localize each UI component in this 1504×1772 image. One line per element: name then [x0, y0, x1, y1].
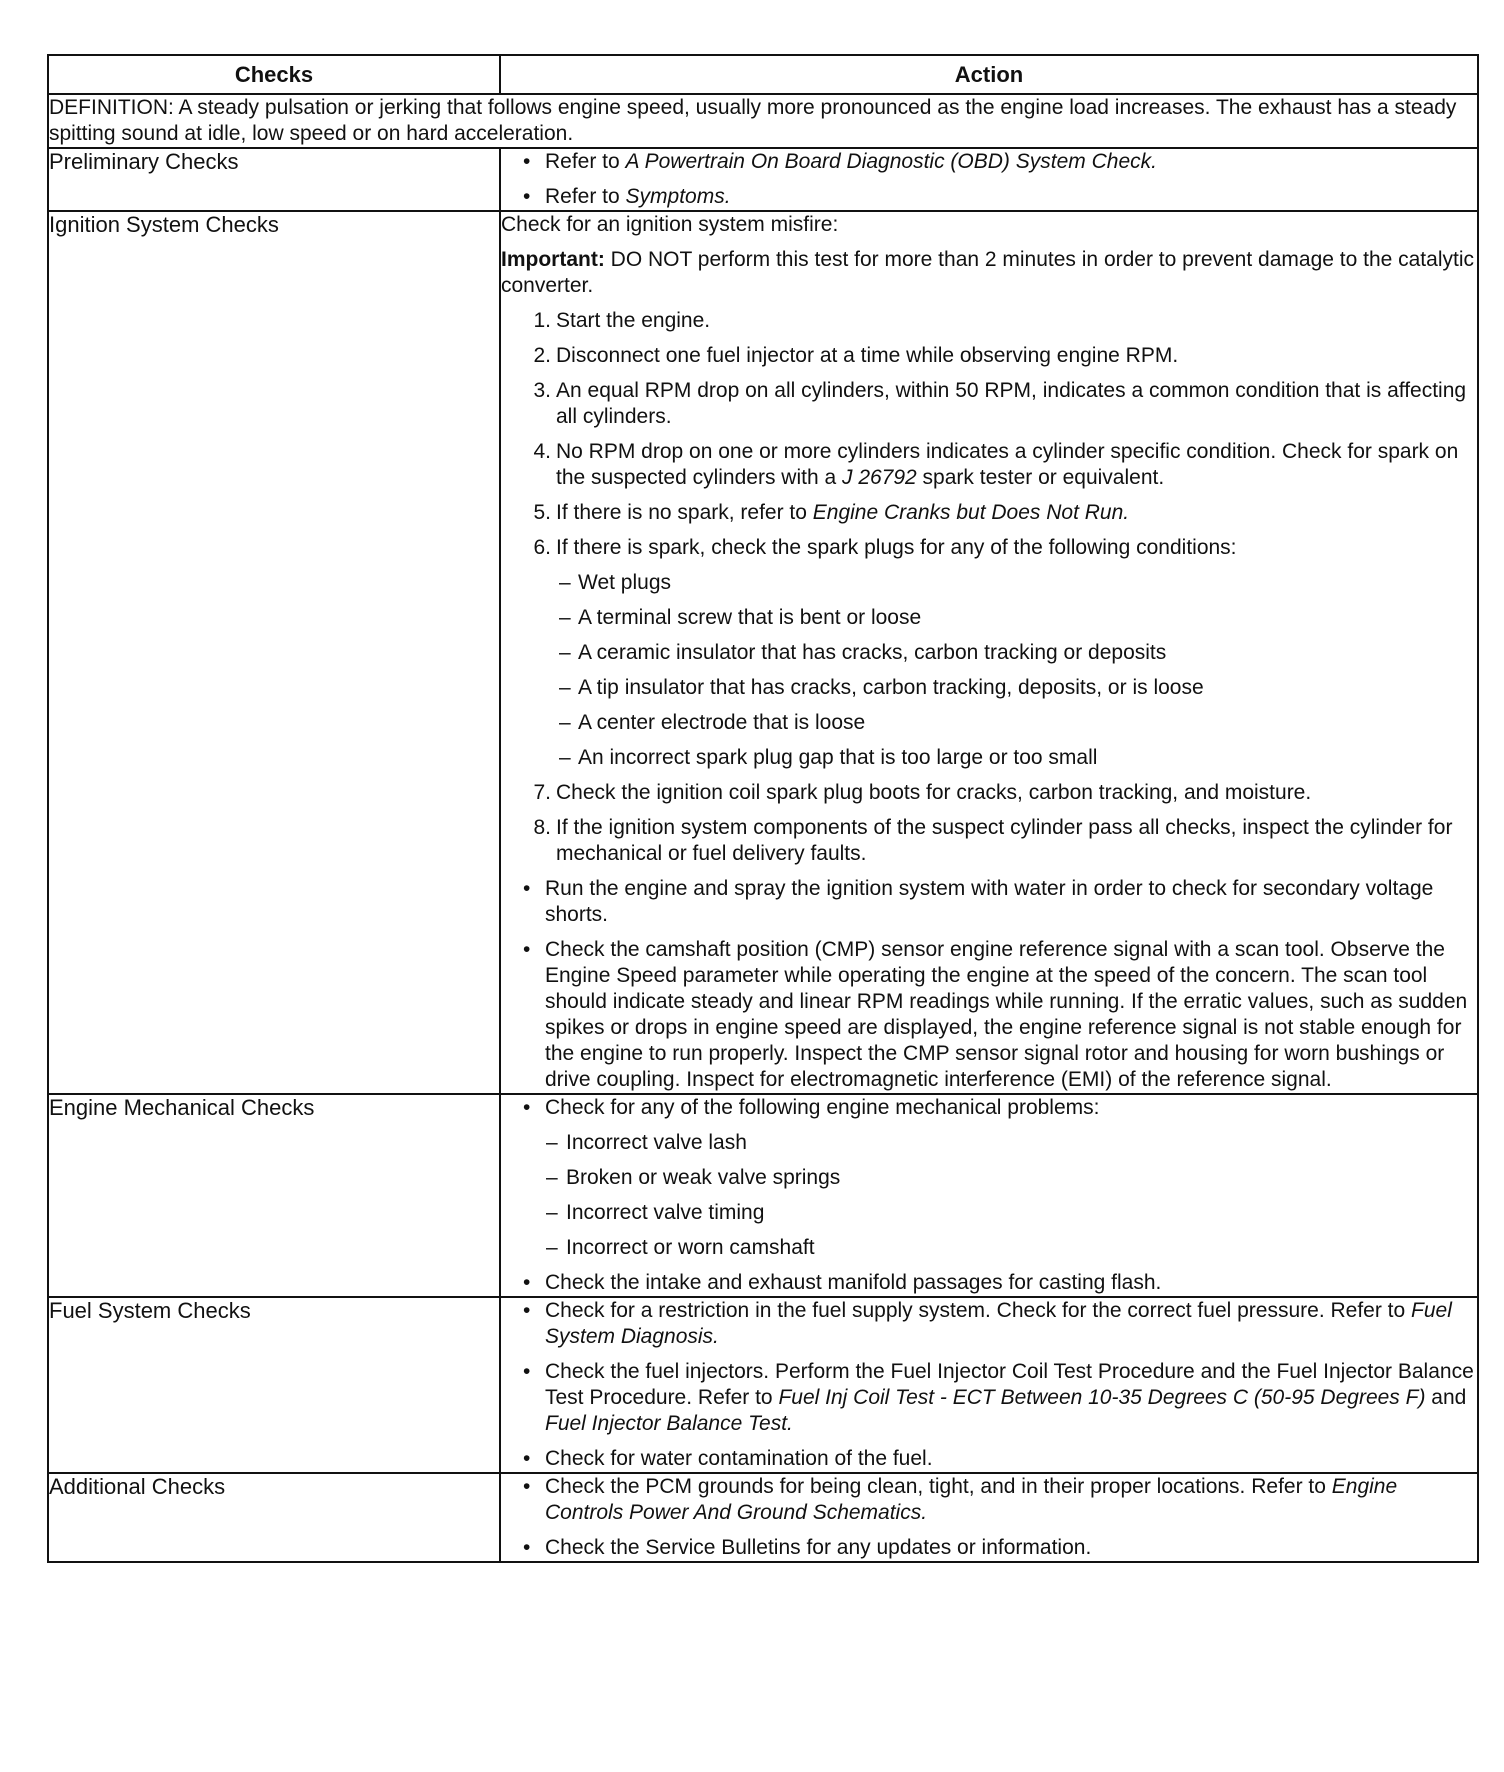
definition-text: DEFINITION: A steady pulsation or jerking that follows engine speed, usually more pronounced as the engine load increases. The exhaust has a steady spitting sound at idle, low speed or on hard acceleration.: [48, 94, 1478, 148]
step-item: 7. Check the ignition coil spark plug boots for cracks, carbon tracking, and moisture.: [533, 781, 1312, 804]
ignition-intro: Check for an ignition system misfire:: [501, 213, 839, 236]
condition-item: – Wet plugs: [501, 570, 1477, 596]
step-item: 8. If the ignition system components of the suspect cylinder pass all checks, inspect the cylinder for mechanical or fuel delivery faults.: [533, 816, 1453, 865]
list-item: • Check the intake and exhaust manifold passages for casting flash.: [501, 1270, 1477, 1296]
step-item: 2. Disconnect one fuel injector at a time while observing engine RPM.: [533, 344, 1179, 367]
text: Check the fuel injectors. Perform the Fuel Injector Coil Test Procedure and the Fuel Injector Balance Test Procedure. Refer to: [545, 1360, 1474, 1409]
list-item: [501, 1298, 1477, 1350]
step-text: Start the engine.: [556, 309, 711, 332]
list-item: • Check for water contamination of the fuel.: [501, 1446, 1477, 1472]
important-label: Important:: [501, 248, 605, 271]
text: Check the PCM grounds for being clean, tight, and in their proper locations. Refer to: [545, 1475, 1332, 1498]
step-text: An equal RPM drop on all cylinders, within 50 RPM, indicates a common condition that is affecting all cylinders.: [556, 379, 1467, 428]
diagnostic-table: [47, 54, 1479, 1563]
ignition-actions: [500, 211, 1478, 1094]
engine-mechanical-checks-label: Engine Mechanical Checks: [48, 1094, 500, 1297]
step-item: 4. No RPM drop on one or more cylinders indicates a cylinder specific condition. Check for spark on the suspected cylinders with a J 26792 spark tester or equivalent.: [533, 440, 1459, 489]
step-text: spark tester or equivalent.: [916, 466, 1165, 489]
condition-item: – A tip insulator that has cracks, carbon tracking, deposits, or is loose: [501, 675, 1477, 701]
problem-item: – Incorrect valve timing: [501, 1200, 1477, 1226]
condition-item: – A terminal screw that is bent or loose: [501, 605, 1477, 631]
fuel-actions: [500, 1297, 1478, 1473]
power-ground-schematics-link[interactable]: Engine Controls Power And Ground Schematics.: [545, 1475, 1398, 1524]
additional-checks-label: Additional Checks: [48, 1473, 500, 1562]
list-item: [501, 1474, 1477, 1526]
important-text: DO NOT perform this test for more than 2 minutes in order to prevent damage to the catalytic converter.: [501, 248, 1474, 297]
table-row: [48, 1094, 1478, 1297]
step-item: 6. If there is spark, check the spark plugs for any of the following conditions:: [533, 536, 1237, 559]
step-text: If the ignition system components of the suspect cylinder pass all checks, inspect the cylinder for mechanical or fuel delivery faults.: [556, 816, 1453, 865]
table-row: [48, 211, 1478, 1094]
step-text: If there is spark, check the spark plugs for any of the following conditions:: [556, 536, 1237, 559]
problem-item: – Incorrect valve lash: [501, 1130, 1477, 1156]
condition-item: – A ceramic insulator that has cracks, carbon tracking or deposits: [501, 640, 1477, 666]
list-item: • Check the camshaft position (CMP) sensor engine reference signal with a scan tool. Observe the Engine Speed parameter while operating the engine at the speed of the concern. The scan tool should indicate steady and linear RPM readings while running. If the erratic values, such as sudden spikes or drops in engine speed are displayed, the engine reference signal is not stable enough for the engine to run properly. Inspect the CMP sensor signal rotor and housing for worn bushings or drive coupling. Inspect for electromagnetic interference (EMI) of the reference signal.: [501, 937, 1477, 1093]
problem-item: – Incorrect or worn camshaft: [501, 1235, 1477, 1261]
fuel-system-diagnosis-link[interactable]: Fuel System Diagnosis.: [545, 1299, 1452, 1348]
list-item: [501, 149, 1477, 175]
table-row: [48, 1297, 1478, 1473]
action-header: Action: [500, 55, 1478, 94]
step-text: No RPM drop on one or more cylinders indicates a cylinder specific condition. Check for spark on the suspected cylinders with a: [556, 440, 1459, 489]
list-item: [501, 1359, 1477, 1437]
step-item: 1. Start the engine.: [533, 309, 711, 332]
condition-item: – A center electrode that is loose: [501, 710, 1477, 736]
list-item: • Check for any of the following engine mechanical problems:: [501, 1095, 1477, 1121]
text: Refer to: [545, 185, 626, 208]
text: Check for a restriction in the fuel supply system. Check for the correct fuel pressure. Refer to: [545, 1299, 1412, 1322]
engine-cranks-link[interactable]: Engine Cranks but Does Not Run.: [812, 501, 1130, 524]
symptoms-link[interactable]: Symptoms.: [625, 185, 731, 208]
important-note: [501, 247, 1477, 299]
list-item: [501, 184, 1477, 210]
step-item: 3. An equal RPM drop on all cylinders, within 50 RPM, indicates a common condition that is affecting all cylinders.: [533, 379, 1467, 428]
text: Refer to: [545, 150, 626, 173]
list-item: • Run the engine and spray the ignition system with water in order to check for secondary voltage shorts.: [501, 876, 1477, 928]
step-text: Check the ignition coil spark plug boots for cracks, carbon tracking, and moisture.: [556, 781, 1312, 804]
preliminary-checks-label: Preliminary Checks: [48, 148, 500, 211]
mechanical-actions: [500, 1094, 1478, 1297]
text: and: [1425, 1386, 1467, 1409]
fuel-system-checks-label: Fuel System Checks: [48, 1297, 500, 1473]
step-item: 5. If there is no spark, refer to Engine Cranks but Does Not Run.: [533, 501, 1130, 524]
additional-actions: [500, 1473, 1478, 1562]
condition-item: – An incorrect spark plug gap that is too large or too small: [501, 745, 1477, 771]
problem-item: – Broken or weak valve springs: [501, 1165, 1477, 1191]
list-item: • Check the Service Bulletins for any updates or information.: [501, 1535, 1477, 1561]
definition-row: [48, 94, 1478, 148]
checks-header: Checks: [48, 55, 500, 94]
fuel-injector-balance-test-link[interactable]: Fuel Injector Balance Test.: [545, 1412, 793, 1435]
ignition-checks-label: Ignition System Checks: [48, 211, 500, 1094]
obd-system-check-link[interactable]: A Powertrain On Board Diagnostic (OBD) System Check.: [625, 150, 1157, 173]
header-row: [48, 55, 1478, 94]
fuel-inj-coil-test-link[interactable]: Fuel Inj Coil Test - ECT Between 10-35 Degrees C (50-95 Degrees F): [778, 1386, 1426, 1409]
step-text: If there is no spark, refer to: [556, 501, 813, 524]
spark-tester-ref: J 26792: [841, 466, 917, 489]
preliminary-actions: [500, 148, 1478, 211]
table-row: [48, 148, 1478, 211]
table-row: [48, 1473, 1478, 1562]
step-text: Disconnect one fuel injector at a time while observing engine RPM.: [556, 344, 1179, 367]
